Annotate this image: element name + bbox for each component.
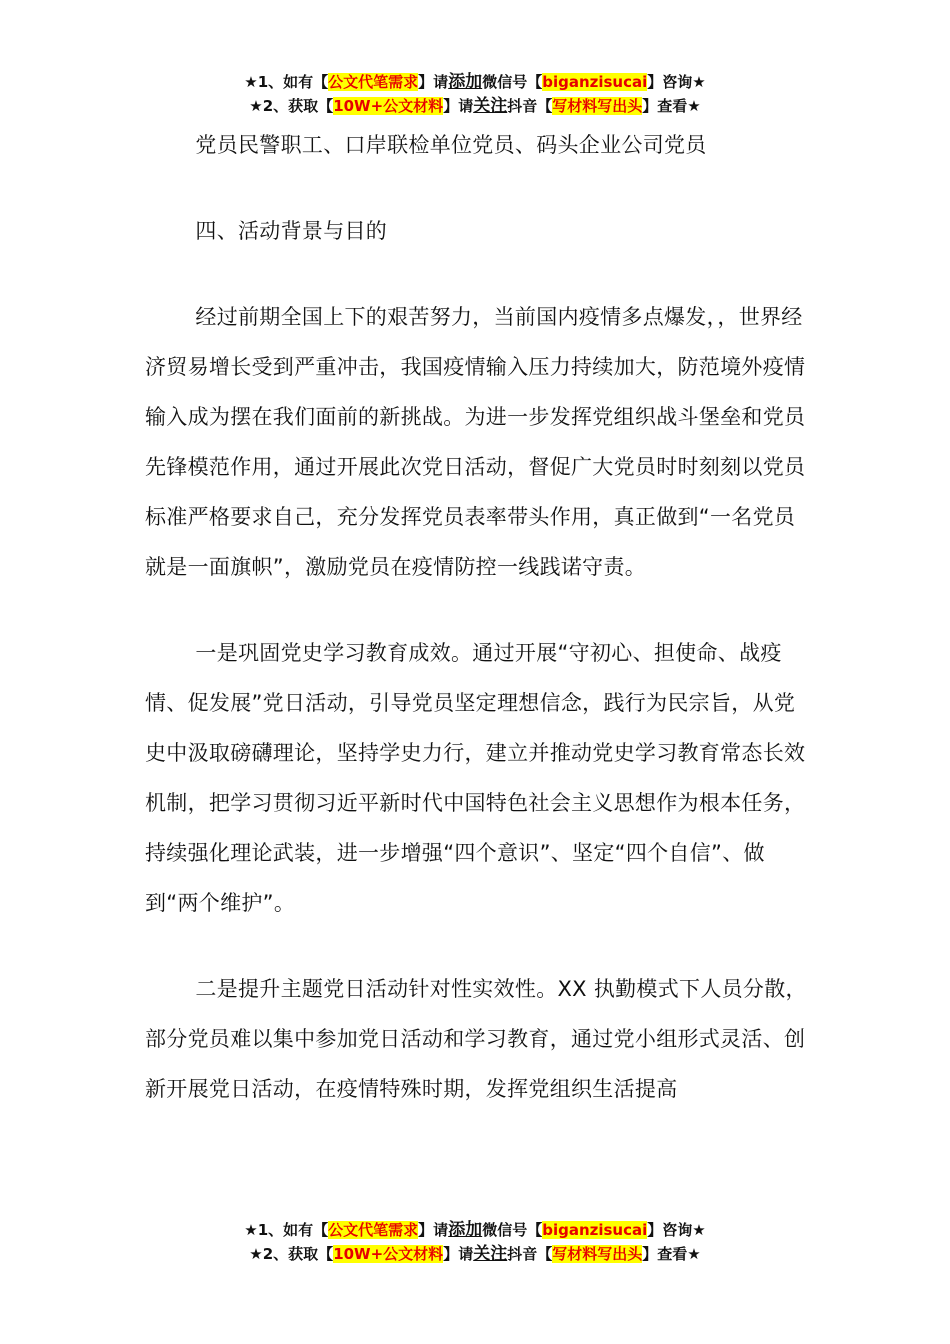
underlined-add: 添加 [448,1220,483,1240]
star-icon: ★ [249,1245,263,1263]
underlined-add: 添加 [448,72,483,92]
banner-line-1: ★1、如有【公文代笔需求】请添加微信号【biganzisucai】咨询★ [244,72,706,92]
highlight-wechat-id: biganzisucai [542,73,648,91]
banner-line-2: ★2、获取【10W+公文材料】请关注抖音【写材料写出头】查看★ [249,96,701,116]
banner-line-2: ★2、获取【10W+公文材料】请关注抖音【写材料写出头】查看★ [249,1244,701,1264]
highlight-wechat-id: biganzisucai [542,1221,648,1239]
paragraph-goal-two: 二是提升主题党日活动针对性实效性。XX 执勤模式下人员分散，部分党员难以集中参加党日活动和学习教育，通过党小组形式灵活、创新开展党日活动，在疫情特殊时期，发挥党组织生活提高 [145,977,807,1101]
paragraph-participants: 党员民警职工、口岸联检单位党员、码头企业公司党员 [195,133,707,157]
section-heading: 四、活动背景与目的 [195,219,388,243]
highlight-materials: 10W+公文材料 [333,1245,444,1263]
underlined-follow: 关注 [473,1244,508,1264]
highlight-douyin-id: 写材料写出头 [552,1245,643,1263]
star-icon: ★ [249,97,263,115]
document-body [145,120,815,1114]
underlined-follow: 关注 [473,96,508,116]
highlight-service: 公文代笔需求 [328,1221,419,1239]
highlight-materials: 10W+公文材料 [333,97,444,115]
paragraph-goal-one: 一是巩固党史学习教育成效。通过开展“守初心、担使命、战疫情、促发展”党日活动，引导党员坚定理想信念，践行为民宗旨，从党史中汲取磅礴理论，坚持学史力行，建立并推动党史学习教育常态长效机制，把学习贯彻习近平新时代中国特色社会主义思想作为根本任务，持续强化理论武装，进一步增强“四个意识”、坚定“四个自信”、做到“两个维护”。 [145,641,806,915]
star-icon: ★ [244,73,258,91]
top-banner [0,70,950,118]
highlight-service: 公文代笔需求 [328,73,419,91]
paragraph-background: 经过前期全国上下的艰苦努力，当前国内疫情多点爆发，，世界经济贸易增长受到严重冲击，我国疫情输入压力持续加大，防范境外疫情输入成为摆在我们面前的新挑战。为进一步发挥党组织战斗堡垒和党员先锋模范作用，通过开展此次党日活动，督促广大党员时时刻刻以党员标准严格要求自己，充分发挥党员表率带头作用，真正做到“一名党员就是一面旗帜”，激励党员在疫情防控一线践诺守责。 [145,305,806,579]
highlight-douyin-id: 写材料写出头 [552,97,643,115]
banner-line-1: ★1、如有【公文代笔需求】请添加微信号【biganzisucai】咨询★ [244,1220,706,1240]
star-icon: ★ [244,1221,258,1239]
bottom-banner [0,1218,950,1266]
